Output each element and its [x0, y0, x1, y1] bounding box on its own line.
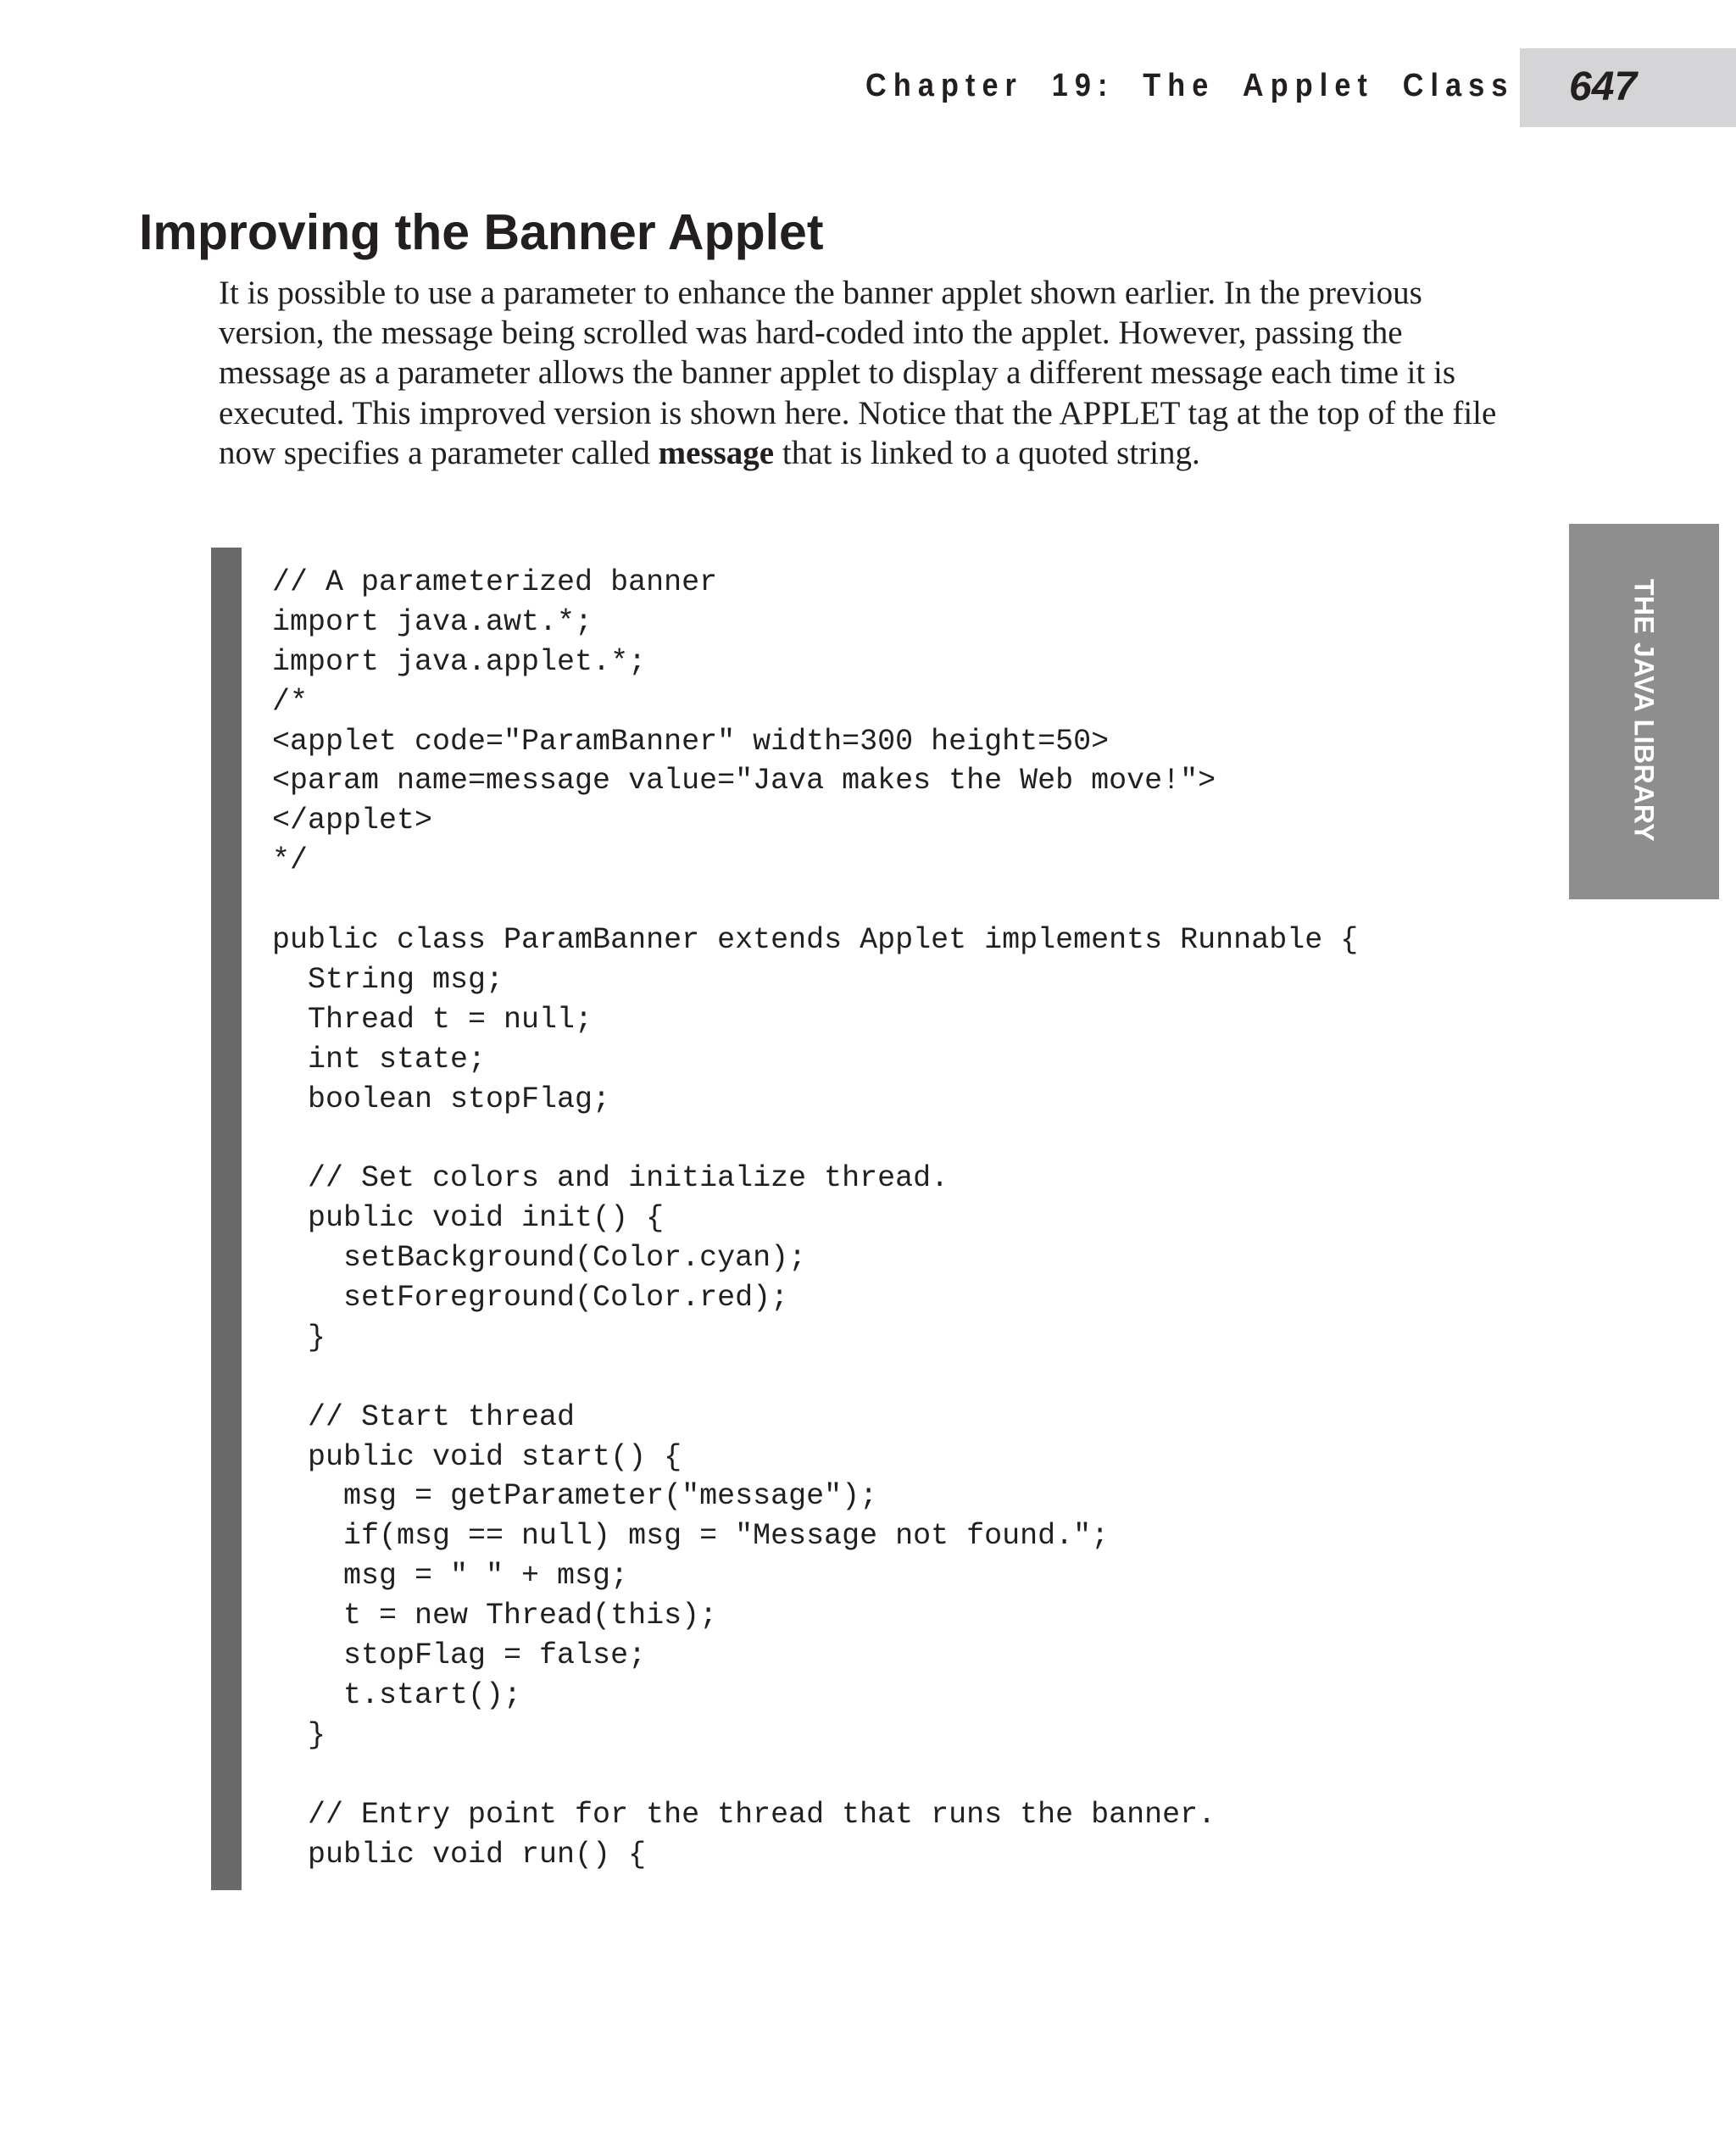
- paragraph-text-start: It is possible to use a parameter to enhance the banner applet shown earlier. In the previous version, the message being scrolled was hard-coded into the applet. However, passing the message as a parameter allows the banner applet to display a different message each time it is executed. This improved version is shown here. Notice that the APPLET tag at the top of the file now specifies a parameter called: [219, 275, 1497, 471]
- section-title: Improving the Banner Applet: [139, 204, 824, 260]
- code-listing: [272, 563, 1358, 1874]
- code-line: String msg;: [272, 962, 504, 997]
- body-paragraph: [219, 273, 1507, 473]
- code-line: public void run() {: [272, 1837, 647, 1872]
- code-line: boolean stopFlag;: [272, 1082, 611, 1116]
- code-line: // A parameterized banner: [272, 565, 718, 599]
- code-line: stopFlag = false;: [272, 1638, 647, 1673]
- code-line: msg = getParameter("message");: [272, 1479, 878, 1514]
- code-line: // Start thread: [272, 1399, 576, 1434]
- code-line: t = new Thread(this);: [272, 1599, 718, 1633]
- code-line: // Entry point for the thread that runs the banner.: [272, 1797, 1216, 1832]
- code-line: }: [272, 1320, 326, 1354]
- code-line: public void start() {: [272, 1439, 682, 1474]
- code-line: msg = " " + msg;: [272, 1559, 629, 1594]
- page-number-box: [1520, 48, 1736, 127]
- code-line: [272, 1358, 1358, 1398]
- code-line: <applet code="ParamBanner" width=300 height=50>: [272, 724, 1110, 759]
- code-line: import java.applet.*;: [272, 644, 647, 679]
- paragraph-bold-term: message: [658, 434, 775, 471]
- code-line: [272, 881, 1358, 921]
- side-tab-label: THE JAVA LIBRARY: [1628, 578, 1660, 843]
- page-number: 647: [1569, 64, 1638, 109]
- code-margin-bar: [211, 548, 242, 1890]
- code-line: public void init() {: [272, 1201, 665, 1236]
- side-tab: [1569, 524, 1719, 899]
- code-line: Thread t = null;: [272, 1002, 593, 1037]
- code-line: // Set colors and initialize thread.: [272, 1161, 949, 1196]
- code-line: setBackground(Color.cyan);: [272, 1241, 807, 1276]
- running-head: Chapter 19: The Applet Class: [865, 68, 1514, 103]
- code-line: [272, 1755, 1358, 1795]
- code-line: }: [272, 1717, 326, 1752]
- code-line: /*: [272, 684, 309, 719]
- code-line: [272, 1119, 1358, 1159]
- code-line: public class ParamBanner extends Applet implements Runnable {: [272, 923, 1359, 958]
- paragraph-text-end: that is linked to a quoted string.: [774, 434, 1200, 471]
- code-line: t.start();: [272, 1677, 522, 1712]
- code-line: setForeground(Color.red);: [272, 1281, 789, 1316]
- code-line: if(msg == null) msg = "Message not found.";: [272, 1519, 1110, 1554]
- code-line: int state;: [272, 1042, 487, 1076]
- code-line: <param name=message value="Java makes the Web move!">: [272, 764, 1216, 798]
- code-line: import java.awt.*;: [272, 604, 593, 639]
- code-line: </applet>: [272, 804, 433, 838]
- code-line: */: [272, 843, 309, 878]
